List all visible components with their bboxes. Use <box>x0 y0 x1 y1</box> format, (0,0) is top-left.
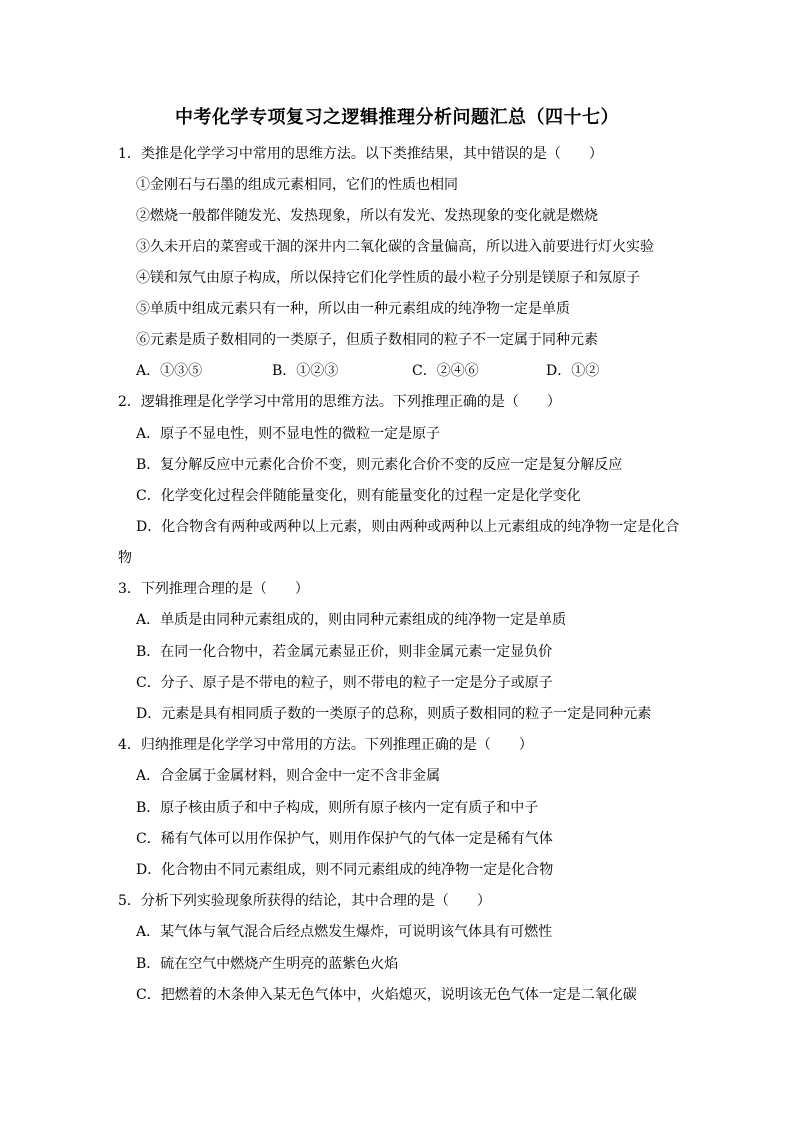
question-1-item-3: ③久未开启的菜窖或干涸的深井内二氧化碳的含量偏高，所以进入前要进行灯火实验 <box>136 239 654 255</box>
question-5-option-a: A．某气体与氧气混合后经点燃发生爆炸，可说明该气体具有可燃性 <box>136 924 553 940</box>
page-title: 中考化学专项复习之逻辑推理分析问题汇总（四十七） <box>175 107 619 128</box>
question-4-stem: 4．归纳推理是化学学习中常用的方法。下列推理正确的是（ ） <box>118 737 533 753</box>
question-5-stem: 5．分析下列实验现象所获得的结论，其中合理的是（ ） <box>118 893 491 909</box>
question-5-option-b: B．硫在空气中燃烧产生明亮的蓝紫色火焰 <box>136 956 399 972</box>
question-1-stem: 1．类推是化学学习中常用的思维方法。以下类推结果，其中错误的是（ ） <box>118 146 603 162</box>
question-1-item-4: ④镁和氖气由原子构成，所以保持它们化学性质的最小粒子分别是镁原子和氖原子 <box>136 270 640 286</box>
question-3-option-c: C．分子、原子是不带电的粒子，则不带电的粒子一定是分子或原子 <box>136 675 553 691</box>
question-3-option-b: B．在同一化合物中，若金属元素显正价，则非金属元素一定显负价 <box>136 644 553 660</box>
question-1-item-6: ⑥元素是质子数相同的一类原子，但质子数相同的粒子不一定属于同种元素 <box>136 332 598 348</box>
question-3-option-d: D．元素是具有相同质子数的一类原子的总称，则质子数相同的粒子一定是同种元素 <box>136 706 652 722</box>
question-4-option-b: B．原子核由质子和中子构成，则所有原子核内一定有质子和中子 <box>136 800 539 816</box>
question-1-choice-a: A．①③⑤ <box>136 363 203 379</box>
question-1-item-2: ②燃烧一般都伴随发光、发热现象，所以有发光、发热现象的变化就是燃烧 <box>136 208 598 224</box>
question-1-choice-b: B．①②③ <box>272 363 339 379</box>
question-2-stem: 2．逻辑推理是化学学习中常用的思维方法。下列推理正确的是（ ） <box>118 394 561 410</box>
question-2-option-d-wrap: 物 <box>118 550 132 566</box>
question-1-choice-c: C．②④⑥ <box>412 363 479 379</box>
question-5-option-c: C．把燃着的木条伸入某无色气体中，火焰熄灭，说明该无色气体一定是二氧化碳 <box>136 987 637 1003</box>
question-4-option-c: C．稀有气体可以用作保护气，则用作保护气的气体一定是稀有气体 <box>136 831 553 847</box>
question-4-option-a: A．合金属于金属材料，则合金中一定不含非金属 <box>136 768 441 784</box>
question-1-choice-d: D．①② <box>546 363 600 379</box>
question-2-option-b: B．复分解反应中元素化合价不变，则元素化合价不变的反应一定是复分解反应 <box>136 457 623 473</box>
question-3-stem: 3．下列推理合理的是（ ） <box>118 581 309 597</box>
question-3-option-a: A．单质是由同种元素组成的，则由同种元素组成的纯净物一定是单质 <box>136 612 567 628</box>
question-1-item-1: ①金刚石与石墨的组成元素相同，它们的性质也相同 <box>136 177 458 193</box>
question-2-option-a: A．原子不显电性，则不显电性的微粒一定是原子 <box>136 426 441 442</box>
question-2-option-c: C．化学变化过程会伴随能量变化，则有能量变化的过程一定是化学变化 <box>136 488 581 504</box>
question-2-option-d: D．化合物含有两种或两种以上元素，则由两种或两种以上元素组成的纯净物一定是化合 <box>136 519 680 535</box>
question-4-option-d: D．化合物由不同元素组成，则不同元素组成的纯净物一定是化合物 <box>136 862 554 878</box>
question-1-item-5: ⑤单质中组成元素只有一种，所以由一种元素组成的纯净物一定是单质 <box>136 301 570 317</box>
